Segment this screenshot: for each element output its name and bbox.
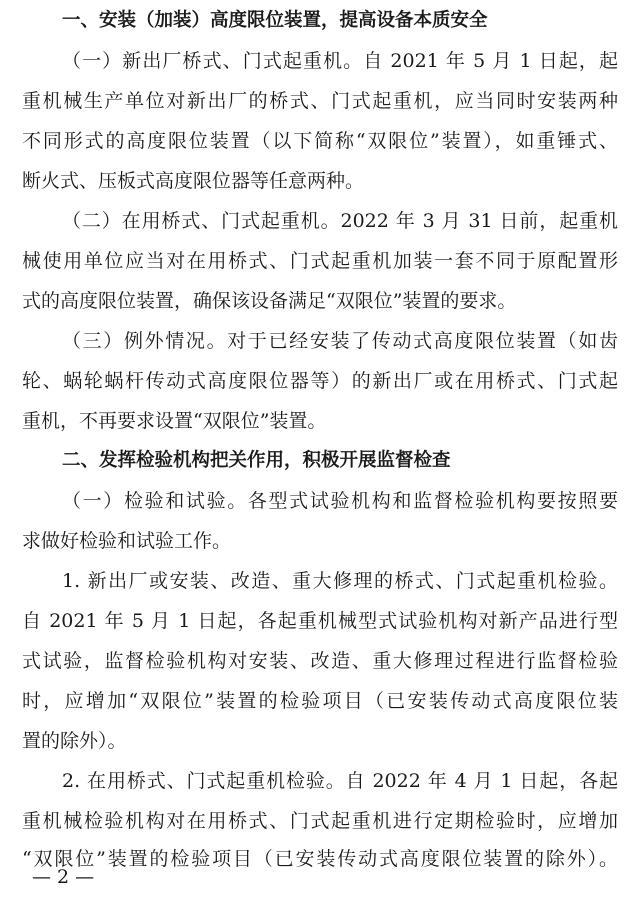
paragraph-line: 自 2021 年 5 月 1 日起，各起重机械型式试验机构对新产品进行型 — [22, 610, 618, 632]
paragraph-line: 轮、蜗轮蜗杆传动式高度限位器等）的新出厂或在用桥式、门式起 — [22, 370, 618, 392]
paragraph-line: “双限位”装置的检验项目（已安装传动式高度限位装置的除外）。 — [22, 848, 618, 870]
paragraph-line: 重机械检验机构对在用桥式、门式起重机进行定期检验时，应增加 — [22, 810, 618, 832]
paragraph-line: 1. 新出厂或安装、改造、重大修理的桥式、门式起重机检验。 — [62, 570, 618, 592]
paragraph-line: 断火式、压板式高度限位器等任意两种。 — [22, 170, 365, 192]
paragraph-line: 求做好检验和试验工作。 — [22, 530, 232, 552]
paragraph-line: 械使用单位应当对在用桥式、门式起重机加装一套不同于原配置形 — [22, 250, 618, 272]
paragraph-line: 2. 在用桥式、门式起重机检验。自 2022 年 4 月 1 日起，各起 — [62, 770, 618, 792]
paragraph-line: 不同形式的高度限位装置（以下简称“双限位”装置），如重锤式、 — [22, 130, 618, 152]
page-number: — 2 — — [32, 866, 95, 888]
section-heading-2: 二、发挥检验机构把关作用，积极开展监督检查 — [62, 450, 451, 471]
paragraph-line: （二）在用桥式、门式起重机。2022 年 3 月 31 日前，起重机 — [62, 210, 618, 232]
paragraph-line: 式的高度限位装置，确保该设备满足“双限位”装置的要求。 — [22, 290, 517, 312]
paragraph-line: （三）例外情况。对于已经安装了传动式高度限位装置（如齿 — [62, 330, 618, 352]
paragraph-line: （一）检验和试验。各型式试验机构和监督检验机构要按照要 — [62, 490, 618, 512]
paragraph-line: 重机械生产单位对新出厂的桥式、门式起重机，应当同时安装两种 — [22, 90, 618, 112]
paragraph-line: 式试验，监督检验机构对安装、改造、重大修理过程进行监督检验 — [22, 650, 618, 672]
section-heading-1: 一、安装（加装）高度限位装置，提高设备本质安全 — [62, 10, 488, 31]
paragraph-line: 置的除外）。 — [22, 730, 127, 752]
paragraph-line: （一）新出厂桥式、门式起重机。自 2021 年 5 月 1 日起，起 — [62, 50, 618, 72]
paragraph-line: 时，应增加“双限位”装置的检验项目（已安装传动式高度限位装 — [22, 690, 618, 712]
paragraph-line: 重机，不再要求设置“双限位”装置。 — [22, 410, 327, 432]
